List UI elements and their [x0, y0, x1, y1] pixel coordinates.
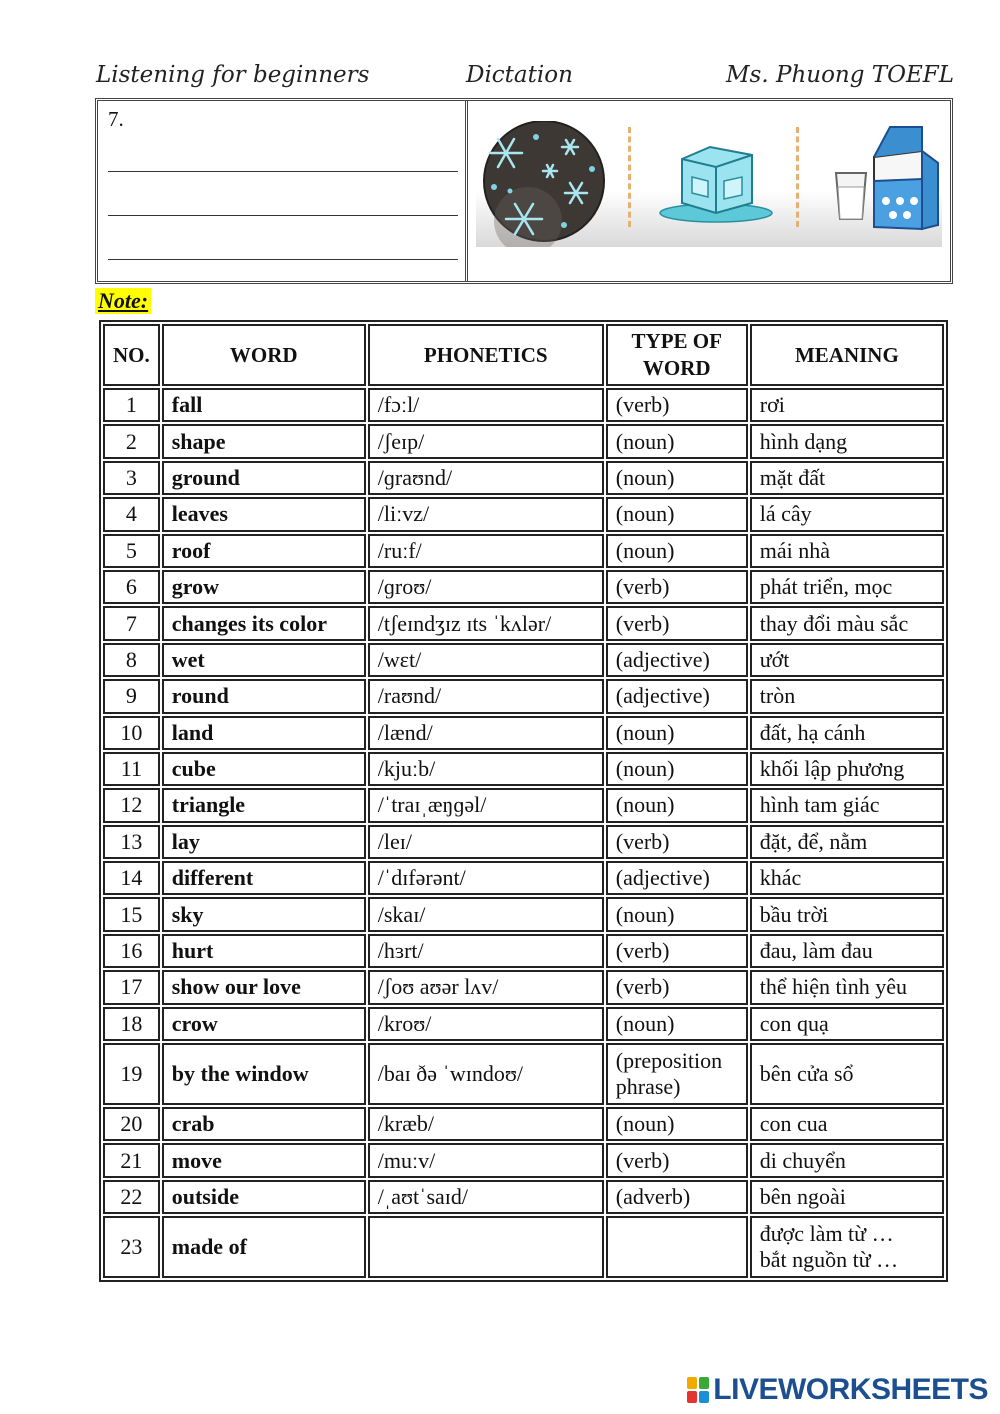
row-type: (verb)	[606, 388, 748, 422]
row-phonetics: /ʃoʊ aʊər lʌv/	[368, 970, 604, 1004]
row-number: 16	[103, 934, 160, 968]
row-word: different	[162, 861, 366, 895]
answer-line[interactable]	[108, 171, 458, 172]
header-phonetics: PHONETICS	[368, 324, 604, 386]
row-type: (noun)	[606, 1107, 748, 1141]
row-word: outside	[162, 1180, 366, 1214]
teacher-name: Ms. Phuong TOEFL	[726, 62, 954, 88]
row-meaning: đau, làm đau	[750, 934, 944, 968]
row-type: (preposition phrase)	[606, 1043, 748, 1105]
row-number: 1	[103, 388, 160, 422]
row-number: 22	[103, 1180, 160, 1214]
row-meaning: con quạ	[750, 1007, 944, 1041]
row-phonetics: /fɔːl/	[368, 388, 604, 422]
table-row	[103, 679, 944, 713]
row-type: (noun)	[606, 897, 748, 931]
row-phonetics: /ruːf/	[368, 534, 604, 568]
row-word: grow	[162, 570, 366, 604]
row-word: ground	[162, 461, 366, 495]
row-meaning: tròn	[750, 679, 944, 713]
picture-divider	[628, 127, 631, 227]
table-row	[103, 388, 944, 422]
row-phonetics: /muːv/	[368, 1143, 604, 1177]
row-word: fall	[162, 388, 366, 422]
row-number: 4	[103, 497, 160, 531]
table-row	[103, 497, 944, 531]
answer-line[interactable]	[108, 215, 458, 216]
row-phonetics: /wɛt/	[368, 643, 604, 677]
table-row	[103, 1107, 944, 1141]
row-number: 23	[103, 1216, 160, 1278]
row-type: (noun)	[606, 752, 748, 786]
row-word: made of	[162, 1216, 366, 1278]
row-number: 18	[103, 1007, 160, 1041]
row-meaning: khác	[750, 861, 944, 895]
row-phonetics: /ˈtraɪˌæŋɡəl/	[368, 788, 604, 822]
row-type: (noun)	[606, 534, 748, 568]
row-phonetics: /ɡraʊnd/	[368, 461, 604, 495]
dictation-box	[95, 98, 953, 284]
row-meaning: rơi	[750, 388, 944, 422]
meaning-line: được làm từ …	[759, 1221, 894, 1247]
table-row	[103, 1043, 944, 1105]
row-phonetics: /liːvz/	[368, 497, 604, 531]
row-phonetics: /tʃeɪndʒɪz ɪts ˈkʌlər/	[368, 606, 604, 640]
table-row	[103, 1007, 944, 1041]
table-row	[103, 825, 944, 859]
row-word: sky	[162, 897, 366, 931]
row-meaning: con cua	[750, 1107, 944, 1141]
vocabulary-table	[99, 320, 948, 1282]
row-word: wet	[162, 643, 366, 677]
melting-ice-cube-icon	[656, 121, 786, 247]
row-type: (verb)	[606, 825, 748, 859]
row-phonetics: /ɡroʊ/	[368, 570, 604, 604]
row-meaning: lá cây	[750, 497, 944, 531]
table-row	[103, 788, 944, 822]
row-meaning: mái nhà	[750, 534, 944, 568]
row-meaning: bầu trời	[750, 897, 944, 931]
row-type: (verb)	[606, 934, 748, 968]
row-type: (noun)	[606, 716, 748, 750]
row-number: 11	[103, 752, 160, 786]
header-word: WORD	[162, 324, 366, 386]
row-word: changes its color	[162, 606, 366, 640]
row-number: 7	[103, 606, 160, 640]
row-phonetics: /ʃeɪp/	[368, 424, 604, 458]
row-type: (noun)	[606, 788, 748, 822]
brand-name: LIVEWORKSHEETS	[713, 1373, 988, 1406]
table-row	[103, 897, 944, 931]
row-word: by the window	[162, 1043, 366, 1105]
course-title: Listening for beginners	[96, 62, 370, 88]
row-number: 20	[103, 1107, 160, 1141]
row-type: (noun)	[606, 461, 748, 495]
row-phonetics: /skaɪ/	[368, 897, 604, 931]
row-number: 3	[103, 461, 160, 495]
row-number: 6	[103, 570, 160, 604]
row-type: (adverb)	[606, 1180, 748, 1214]
row-type: (noun)	[606, 424, 748, 458]
row-word: leaves	[162, 497, 366, 531]
row-word: triangle	[162, 788, 366, 822]
row-type: (verb)	[606, 1143, 748, 1177]
answer-line[interactable]	[108, 259, 458, 260]
row-word: crow	[162, 1007, 366, 1041]
table-row	[103, 534, 944, 568]
table-row	[103, 861, 944, 895]
row-meaning	[750, 1216, 944, 1278]
row-number: 15	[103, 897, 160, 931]
row-number: 13	[103, 825, 160, 859]
exercise-type: Dictation	[466, 62, 573, 88]
row-meaning: thay đổi màu sắc	[750, 606, 944, 640]
row-word: land	[162, 716, 366, 750]
row-word: shape	[162, 424, 366, 458]
row-phonetics: /kjuːb/	[368, 752, 604, 786]
row-type: (adjective)	[606, 679, 748, 713]
row-phonetics: /baɪ ðə ˈwɪndoʊ/	[368, 1043, 604, 1105]
row-meaning: phát triển, mọc	[750, 570, 944, 604]
row-type: (verb)	[606, 606, 748, 640]
row-meaning: đất, hạ cánh	[750, 716, 944, 750]
picture-divider	[796, 127, 799, 227]
table-row	[103, 1216, 944, 1278]
picture-panel	[468, 101, 950, 281]
row-number: 12	[103, 788, 160, 822]
header-no: NO.	[103, 324, 160, 386]
liveworksheets-logo-icon	[687, 1377, 709, 1403]
dictation-answer-area	[98, 101, 468, 281]
row-word: roof	[162, 534, 366, 568]
row-word: hurt	[162, 934, 366, 968]
table-row	[103, 570, 944, 604]
row-meaning: hình dạng	[750, 424, 944, 458]
table-row	[103, 934, 944, 968]
row-number: 8	[103, 643, 160, 677]
table-row	[103, 461, 944, 495]
meaning-line: bắt nguồn từ …	[759, 1247, 899, 1273]
vocabulary-rows	[103, 388, 944, 1278]
row-phonetics: /leɪ/	[368, 825, 604, 859]
row-number: 19	[103, 1043, 160, 1105]
row-word: lay	[162, 825, 366, 859]
row-number: 10	[103, 716, 160, 750]
row-phonetics: /raʊnd/	[368, 679, 604, 713]
row-meaning: di chuyển	[750, 1143, 944, 1177]
row-number: 9	[103, 679, 160, 713]
table-row	[103, 752, 944, 786]
row-number: 17	[103, 970, 160, 1004]
table-row	[103, 606, 944, 640]
row-type	[606, 1216, 748, 1278]
row-meaning: đặt, để, nằm	[750, 825, 944, 859]
table-row	[103, 970, 944, 1004]
table-row	[103, 1180, 944, 1214]
header-meaning: MEANING	[750, 324, 944, 386]
row-meaning: bên cửa sổ	[750, 1043, 944, 1105]
page-header	[96, 58, 954, 98]
milk-glass-and-carton-icon	[826, 121, 946, 247]
row-word: show our love	[162, 970, 366, 1004]
row-phonetics: /ˈdɪfərənt/	[368, 861, 604, 895]
row-type: (adjective)	[606, 861, 748, 895]
row-meaning: thể hiện tình yêu	[750, 970, 944, 1004]
question-number: 7.	[108, 107, 124, 131]
row-word: crab	[162, 1107, 366, 1141]
row-meaning: khối lập phương	[750, 752, 944, 786]
row-word: move	[162, 1143, 366, 1177]
note-label: Note:	[95, 288, 151, 314]
row-type: (noun)	[606, 1007, 748, 1041]
row-type: (noun)	[606, 497, 748, 531]
row-phonetics: /kræb/	[368, 1107, 604, 1141]
row-number: 21	[103, 1143, 160, 1177]
row-number: 2	[103, 424, 160, 458]
row-number: 14	[103, 861, 160, 895]
row-number: 5	[103, 534, 160, 568]
row-meaning: mặt đất	[750, 461, 944, 495]
row-meaning: bên ngoài	[750, 1180, 944, 1214]
row-phonetics: /kroʊ/	[368, 1007, 604, 1041]
table-row	[103, 716, 944, 750]
snowflake-ball-icon	[476, 121, 616, 247]
row-phonetics: /lænd/	[368, 716, 604, 750]
row-type: (verb)	[606, 970, 748, 1004]
row-meaning: ướt	[750, 643, 944, 677]
row-meaning: hình tam giác	[750, 788, 944, 822]
row-word: cube	[162, 752, 366, 786]
row-word: round	[162, 679, 366, 713]
row-phonetics	[368, 1216, 604, 1278]
table-row	[103, 424, 944, 458]
row-type: (adjective)	[606, 643, 748, 677]
table-row	[103, 643, 944, 677]
row-phonetics: /hɜrt/	[368, 934, 604, 968]
row-phonetics: /ˌaʊtˈsaɪd/	[368, 1180, 604, 1214]
picture-strip	[476, 121, 942, 247]
liveworksheets-logo	[687, 1372, 988, 1408]
header-type: TYPE OF WORD	[606, 324, 748, 386]
row-type: (verb)	[606, 570, 748, 604]
table-row	[103, 1143, 944, 1177]
table-header-row	[103, 324, 944, 386]
